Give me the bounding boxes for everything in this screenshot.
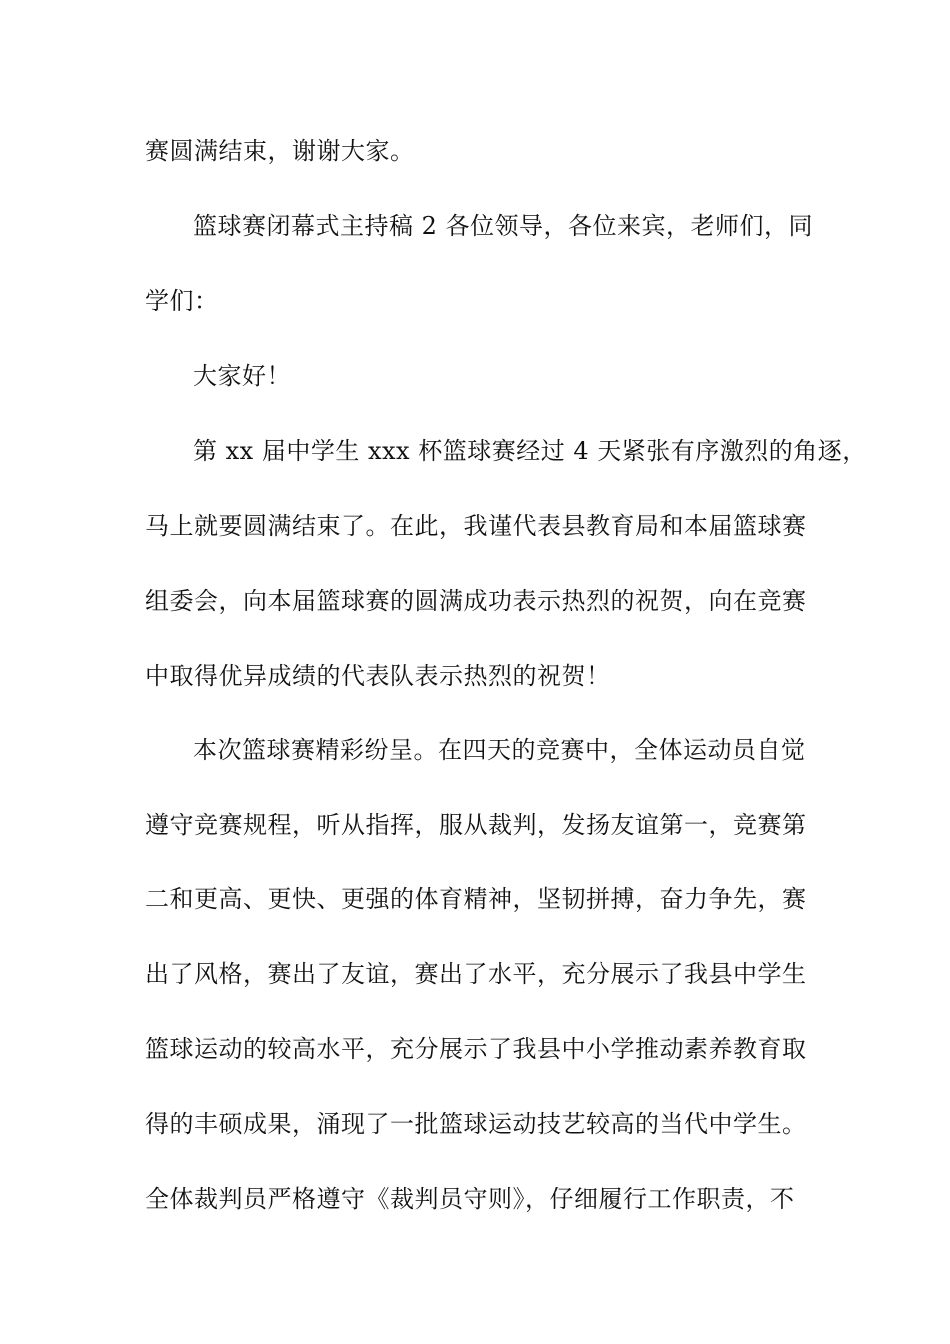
text-line: 遵守竞赛规程，听从指挥，服从裁判，发扬友谊第一，竞赛第 — [145, 811, 807, 839]
text-line: 篮球赛闭幕式主持稿 2 各位领导，各位来宾，老师们，同 — [193, 212, 814, 240]
text-line: 马上就要圆满结束了。在此，我谨代表县教育局和本届篮球赛 — [145, 512, 807, 540]
text-line: 出了风格，赛出了友谊，赛出了水平，充分展示了我县中学生 — [145, 960, 807, 988]
text-line: 组委会，向本届篮球赛的圆满成功表示热烈的祝贺，向在竞赛 — [145, 587, 807, 615]
text-line: 第 xx 届中学生 xxx 杯篮球赛经过 4 天紧张有序激烈的角逐， — [193, 437, 867, 465]
text-line: 大家好！ — [193, 362, 291, 390]
text-line: 中取得优异成绩的代表队表示热烈的祝贺！ — [145, 662, 611, 690]
text-line: 学们： — [145, 287, 219, 315]
text-line: 全体裁判员严格遵守《裁判员守则》，仔细履行工作职责，不 — [145, 1185, 795, 1213]
text-line: 二和更高、更快、更强的体育精神，坚韧拼搏，奋力争先，赛 — [145, 885, 807, 913]
text-line: 本次篮球赛精彩纷呈。在四天的竞赛中，全体运动员自觉 — [193, 736, 806, 764]
text-line: 赛圆满结束，谢谢大家。 — [145, 137, 415, 165]
text-line: 得的丰硕成果，涌现了一批篮球运动技艺较高的当代中学生。 — [145, 1110, 807, 1138]
text-line: 篮球运动的较高水平，充分展示了我县中小学推动素养教育取 — [145, 1035, 807, 1063]
